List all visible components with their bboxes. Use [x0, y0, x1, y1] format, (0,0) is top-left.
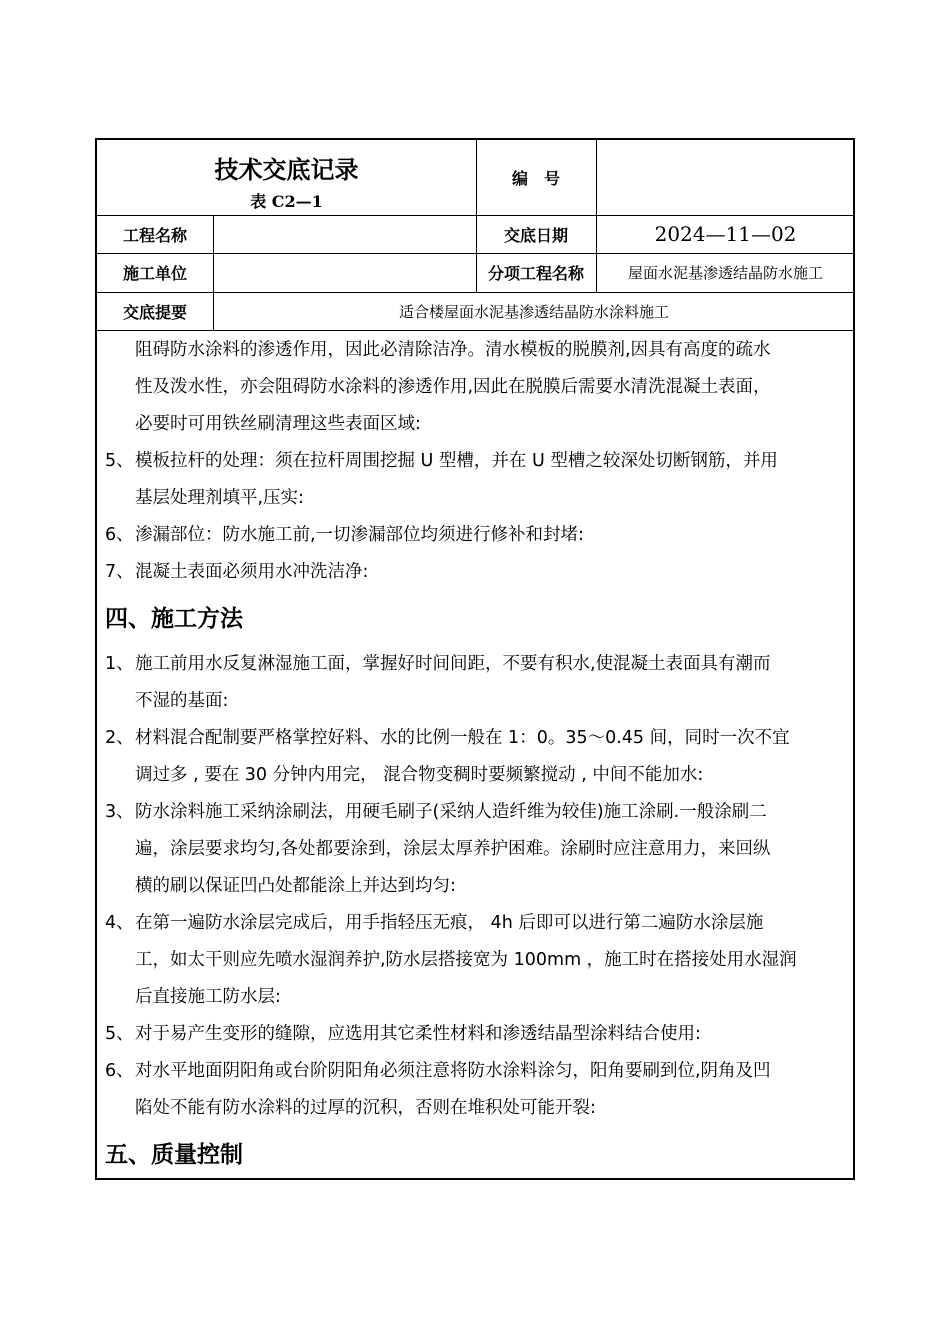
row-divider — [97, 330, 853, 331]
text-line: 陷处不能有防水涂料的过厚的沉积，否则在堆积处可能开裂: — [135, 1098, 596, 1118]
text-line: 调过多 , 要在 30 分钟内用完， 混合物变稠时要频繁搅动 , 中间不能加水: — [135, 765, 704, 785]
record-form — [95, 138, 855, 1180]
sub-project-field[interactable]: 屋面水泥基渗透结晶防水施工 — [627, 264, 823, 282]
text-line: 对水平地面阴阳角或台阶阴阳角必须注意将防水涂料涂匀，阳角要刷到位,阴角及凹 — [135, 1061, 771, 1081]
text-line: 不湿的基面: — [135, 691, 229, 711]
list-item — [105, 794, 845, 905]
form-title: 技术交底记录 — [214, 155, 359, 184]
item-number: 2、 — [105, 728, 134, 748]
text-line: 在第一遍防水涂层完成后，用手指轻压无痕， 4h 后即可以进行第二遍防水涂层施 — [135, 913, 764, 933]
item-number: 5、 — [105, 451, 134, 471]
unit-field[interactable] — [213, 253, 476, 292]
item-number: 6、 — [105, 525, 134, 545]
text-line: 对于易产生变形的缝隙，应选用其它柔性材料和渗透结晶型涂料结合使用: — [135, 1024, 701, 1044]
item-number: 5、 — [105, 1024, 134, 1044]
list-item — [105, 646, 845, 720]
text-line: 遍，涂层要求均匀,各处都要涂到，涂层太厚养护困难。涂刷时应注意用力，来回纵 — [135, 839, 771, 859]
disclosure-body — [105, 332, 845, 1182]
text-line: 横的刷以保证凹凸处都能涂上并达到均匀: — [135, 876, 456, 896]
item-number: 1、 — [105, 654, 134, 674]
text-line: 工，如太干则应先喷水湿润养护,防水层搭接宽为 100mm ，施工时在搭接处用水湿润 — [135, 950, 797, 970]
list-item — [105, 443, 845, 517]
date-label: 交底日期 — [503, 225, 568, 245]
unit-label: 施工单位 — [122, 264, 187, 283]
sub-project-label: 分项工程名称 — [487, 264, 584, 283]
text-line: 渗漏部位：防水施工前,一切渗漏部位均须进行修补和封堵: — [135, 525, 584, 545]
text-line: 必要时可用铁丝刷清理这些表面区域: — [135, 414, 421, 434]
text-line: 施工前用水反复淋湿施工面，掌握好时间间距，不要有积水,使混凝土表面具有潮而 — [135, 654, 771, 674]
text-line: 后直接施工防水层: — [135, 987, 281, 1007]
list-item — [105, 720, 845, 794]
text-line: 阻碍防水涂料的渗透作用，因此必清除洁净。清水模板的脱膜剂,因具有高度的疏水 — [135, 340, 771, 360]
number-label: 编 号 — [511, 169, 560, 188]
text-line: 性及泼水性，亦会阻碍防水涂料的渗透作用,因此在脱膜后需要水清洗混凝土表面， — [135, 377, 771, 397]
section-heading: 五、质量控制 — [105, 1142, 243, 1168]
section-heading: 四、施工方法 — [105, 606, 243, 632]
text-line: 材料混合配制要严格掌控好料、水的比例一般在 1：0。35～0.45 间，同时一次不宜 — [135, 728, 790, 748]
list-item — [105, 517, 845, 554]
list-item — [105, 905, 845, 1016]
text-line: 混凝土表面必须用水冲洗洁净: — [135, 562, 369, 582]
form-number: 表 C2—1 — [250, 191, 323, 211]
text-line: 防水涂料施工采纳涂刷法，用硬毛刷子(采纳人造纤维为较佳)施工涂刷.一般涂刷二 — [135, 802, 767, 822]
item-number: 6、 — [105, 1061, 134, 1081]
date-field[interactable]: 2024—11—02 — [654, 222, 797, 246]
list-item — [105, 554, 845, 591]
continued-paragraph — [105, 332, 845, 443]
item-number: 7、 — [105, 562, 134, 582]
text-line: 基层处理剂填平,压实: — [135, 488, 304, 508]
project-name-field[interactable] — [213, 215, 476, 253]
text-line: 模板拉杆的处理：须在拉杆周围挖掘 U 型槽，并在 U 型槽之较深处切断钢筋，并用 — [135, 451, 778, 471]
list-item — [105, 1016, 845, 1053]
project-name-label: 工程名称 — [122, 225, 187, 245]
summary-field[interactable]: 适合楼屋面水泥基渗透结晶防水涂料施工 — [398, 302, 669, 321]
item-number: 3、 — [105, 802, 134, 822]
item-number: 4、 — [105, 913, 134, 933]
number-field[interactable] — [596, 140, 855, 215]
summary-label: 交底提要 — [122, 302, 187, 322]
list-item — [105, 1053, 845, 1127]
